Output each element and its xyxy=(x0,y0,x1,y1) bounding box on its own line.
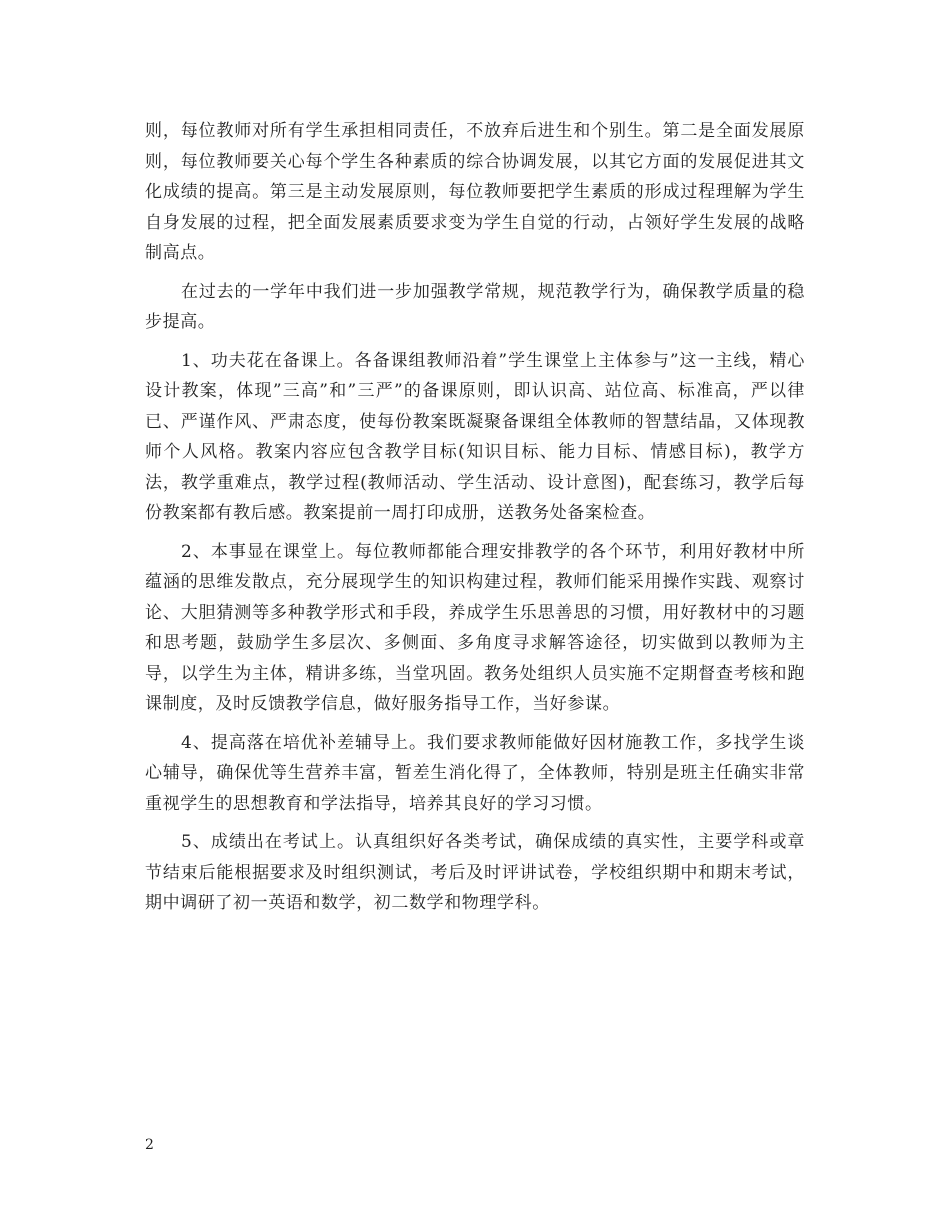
document-body xyxy=(145,116,805,927)
paragraph-continued-principles: 则，每位教师对所有学生承担相同责任，不放弃后进生和个别生。第二是全面发展原则，每位教师要关心每个学生各种素质的综合协调发展，以其它方面的发展促进其文化成绩的提高。第三是主动发展原则，每位教师要把学生素质的形成过程理解为学生自身发展的过程，把全面发展素质要求变为学生自觉的行动，占领好学生发展的战略制高点。 xyxy=(145,121,805,263)
paragraph-classroom-teaching: 2、本事显在课堂上。每位教师都能合理安排教学的各个环节，利用好教材中所蕴涵的思维发散点，充分展现学生的知识构建过程，教师们能采用操作实践、观察讨论、大胆猜测等多种教学形式和手段，养成学生乐思善思的习惯，用好教材中的习题和思考题，鼓励学生多层次、多侧面、多角度寻求解答途径，切实做到以教师为主导，以学生为主体，精讲多练，当堂巩固。教务处组织人员实施不定期督查考核和跑课制度，及时反馈教学信息，做好服务指导工作，当好参谋。 xyxy=(145,541,805,714)
paragraph-teaching-routine-intro: 在过去的一学年中我们进一步加强教学常规，规范教学行为，确保教学质量的稳步提高。 xyxy=(145,281,805,332)
paragraph-tutoring: 4、提高落在培优补差辅导上。我们要求教师能做好因材施教工作，多找学生谈心辅导，确保优等生营养丰富，暂差生消化得了，全体教师，特别是班主任确实非常重视学生的思想教育和学法指导，培养其良好的学习习惯。 xyxy=(145,732,805,814)
paragraph-examinations: 5、成绩出在考试上。认真组织好各类考试，确保成绩的真实性，主要学科或章节结束后能根据要求及时组织测试，考后及时评讲试卷，学校组织期中和期末考试，期中调研了初一英语和数学，初二数学和物理学科。 xyxy=(145,832,805,913)
paragraph-lesson-preparation: 1、功夫花在备课上。各备课组教师沿着”学生课堂上主体参与”这一主线，精心设计教案，体现”三高”和”三严”的备课原则，即认识高、站位高、标准高，严以律已、严谨作风、严肃态度，使每份教案既凝聚备课组全体教师的智慧结晶，又体现教师个人风格。教案内容应包含教学目标(知识目标、能力目标、情感目标)，教学方法，教学重难点，教学过程(教师活动、学生活动、设计意图)，配套练习，教学后每份教案都有教后感。教案提前一周打印成册，送教务处备案检查。 xyxy=(145,350,805,523)
page-number: 2 xyxy=(145,1137,154,1153)
